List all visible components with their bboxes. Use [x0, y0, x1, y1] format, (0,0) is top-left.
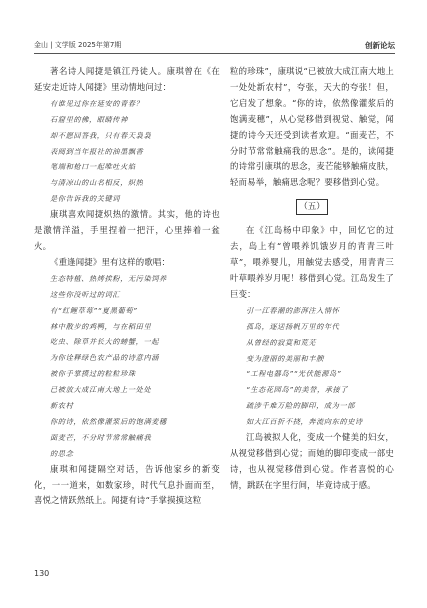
poem-line: 有谁见过你在延安的青春？: [50, 98, 144, 108]
poem-line: 从曾经的寂寞和荒芜: [246, 337, 317, 347]
poem-excerpt: [230, 303, 394, 430]
section-heading: （五）: [296, 199, 328, 215]
poem-line: 已被放大成江南大地上一处处: [50, 385, 152, 395]
paragraph: 《重逢闻捷》里有这样的歌唱：: [50, 256, 171, 267]
journal-info: 金山 | 文学版 2025年第7期: [34, 41, 122, 49]
poem-line: 孤岛，逐送扬帆万里的年代: [246, 321, 340, 331]
page-number: 130: [34, 569, 50, 578]
poem-line: 吃虫、除草并长大的螃蟹，一起: [50, 337, 160, 347]
poem-line: 新农村: [50, 401, 74, 411]
paragraph: 粒的珍珠”，康琪说“已被放大成江南大地上一处处新农村”，夸张，天大的夸张！但，它启发了想象。“你的诗，依然像灌浆后的饱满麦穗”，从心觉移借到视觉、触觉，闻捷的诗今天还受到读者欢迎。“面麦芒，不分时节常常触痛我的思念”。是的，读闻捷的诗常引康琪的思念，麦芒能够触痛皮肤，轻而易举，触痛思念呢？要移借到心觉。: [230, 66, 394, 188]
poem-line: 引一江春潮的澎湃注入情怀: [246, 305, 340, 315]
poem-line: 的思念: [50, 448, 74, 458]
page-header: [34, 38, 395, 52]
paragraph: 康琪喜欢闻捷炽热的激情。其实，他的诗也是激情洋溢，手里捏着一把汗，心里捧着一盆火。: [34, 209, 220, 251]
poem-line: 石窟里的佛，眼睛传神: [50, 114, 128, 124]
left-column: [34, 64, 220, 509]
column-title: 创新论坛: [365, 41, 395, 50]
poem-line: 有“红鲤草莓”“夏黑葡萄”: [50, 305, 138, 315]
poem-line: 被你手掌摸过的粒粒珍珠: [50, 369, 136, 379]
header-rule: [34, 53, 395, 54]
poem-line: 疏涉千难万险的脚印，成为一部: [246, 401, 356, 411]
poem-line: 是你告诉我的关键词: [50, 194, 121, 204]
right-column: [230, 64, 394, 494]
poem-excerpt: [34, 96, 220, 207]
poem-line: 为你诠释绿色农产品的诗意内涵: [50, 353, 160, 363]
paragraph: 康琪和闻捷隔空对话，告诉他家乡的新变化，一一道来，如数家珍，时代气息扑面而至，喜悦之情跃然纸上。闻捷有诗“手掌摸摸这粒: [34, 463, 220, 506]
poem-line: 与清凉山的山名相反，炽热: [50, 178, 144, 188]
poem-line: 生态特植、热烤挨粉，无污染饲养: [50, 273, 167, 283]
paragraph: 江岛被拟人化，变成一个健美的妇女，从视觉移借到心觉；而她的脚印变成一部史诗，也从视觉移借到心觉。作者喜悦的心情，跳跃在字里行间，毕竟诗成于感。: [230, 432, 394, 490]
poem-line: 你的诗，依然像灌浆后的饱满麦穗: [50, 416, 167, 426]
poem-line: 变为澄丽的美丽和丰腴: [246, 353, 324, 363]
poem-line: “工程电器岛”“光伏能源岛”: [246, 369, 342, 379]
poem-line: “生态花园岛”的美誉，承接了: [246, 385, 349, 395]
paragraph: 著名诗人闻捷是镇江丹徒人。康琪曾在《在延安走近诗人闻捷》里动情地问过：: [34, 66, 220, 92]
poem-line: 如大江百折不挠，奔流向东的史诗: [246, 417, 363, 427]
poem-line: 笔端和枪口一起唯吐火焰: [50, 162, 136, 172]
paragraph: 在《江岛杨中印象》中，回忆它的过去，岛上有“曾喂养饥饿岁月的青青三叶草”，喂养婴儿，用触觉去感受，用青青三叶草喂养岁月呢！移借到心觉。江岛发生了巨变：: [230, 225, 394, 299]
poem-line: 林中散步的鸡鸭，与在稻田里: [50, 321, 152, 331]
poem-line: 却不愿回答我，只有春天袅袅: [50, 130, 152, 140]
poem-line: 这些你没听过的词汇: [50, 289, 121, 299]
poem-line: 面麦芒，不分时节常常触痛我: [50, 432, 152, 442]
poem-excerpt: [34, 271, 220, 462]
poem-line: 表阅到当年报社的油墨飘香: [50, 146, 144, 156]
